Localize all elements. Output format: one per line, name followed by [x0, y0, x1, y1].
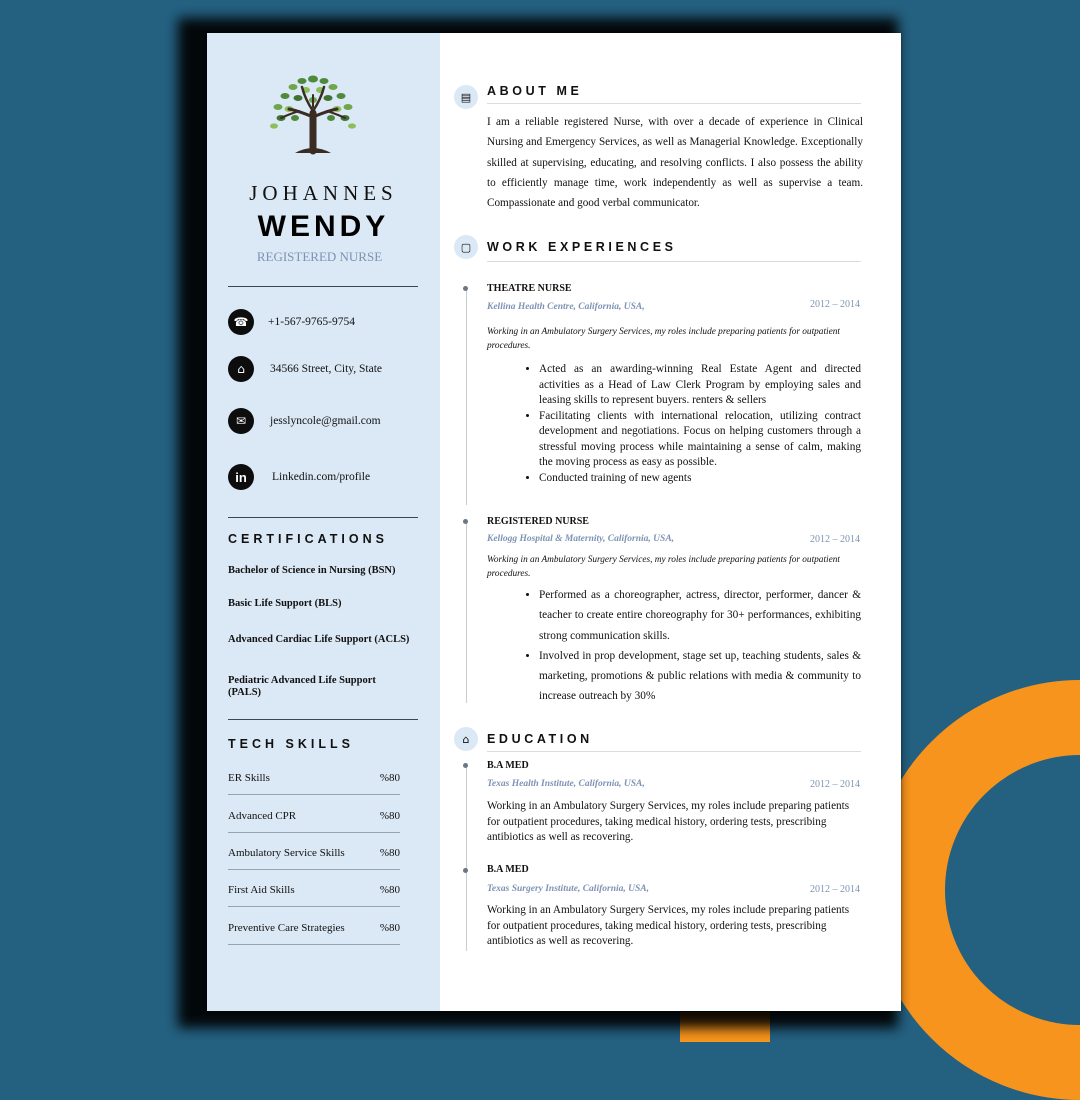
- address-text: 34566 Street, City, State: [270, 363, 383, 375]
- skill-name: First Aid Skills: [228, 884, 295, 896]
- job-bullets: [487, 362, 861, 486]
- skill-level: %80: [379, 772, 400, 784]
- skill-level: %80: [379, 884, 400, 896]
- job-organization: Kellogg Hospital & Maternity, California, USA,: [487, 534, 675, 544]
- job-bullets: [487, 585, 861, 707]
- bullet-item: • Acted as an awarding-winning Real Estate Agent and directed activities as a Head of Law Clerk Program by employing sales and leasing skills to represent buyers. renters & sellers: [539, 362, 861, 409]
- bullet-item: • Conducted training of new agents: [539, 471, 861, 487]
- education-school: Texas Surgery Institute, California, USA,: [487, 884, 649, 894]
- skill-row: [228, 884, 400, 907]
- divider: [487, 261, 861, 262]
- phone-text: +1-567-9765-9754: [268, 316, 355, 328]
- bullet-item: • Performed as a choreographer, actress, director, performer, dancer & teacher to create entire choreography for 30+ performances, exhibiting strong communication skills.: [539, 585, 861, 646]
- contact-linkedin[interactable]: [228, 464, 370, 490]
- job-description: Working in an Ambulatory Surgery Services, my roles include preparing patients for outpatient procedures.: [487, 327, 840, 351]
- job-period: 2012 – 2014: [810, 534, 860, 545]
- timeline-dot: [463, 763, 468, 768]
- address-icon: ⌂: [228, 356, 254, 382]
- email-icon: ✉: [228, 408, 254, 434]
- timeline-dot: [463, 868, 468, 873]
- skill-level: %80: [379, 847, 400, 859]
- bullet-item: • Facilitating clients with international relocation, utilizing contract development and negotiations. Focus on helping customers through a stressful moving process while maintaining a sense of calm, making the moving process as easy as possible.: [539, 409, 861, 471]
- resume-page: [207, 33, 901, 1011]
- certifications-title: CERTIFICATIONS: [228, 532, 388, 546]
- job-description: Working in an Ambulatory Surgery Services, my roles include preparing patients for outpatient procedures.: [487, 555, 840, 579]
- linkedin-icon: in: [228, 464, 254, 490]
- certification-item: Pediatric Advanced Life Support (PALS): [228, 675, 376, 698]
- decorative-orange-arc: [870, 680, 1080, 1100]
- skill-row: [228, 810, 400, 833]
- certification-item: Bachelor of Science in Nursing (BSN): [228, 565, 396, 576]
- skill-name: Preventive Care Strategies: [228, 922, 345, 934]
- education-degree: B.A MED: [487, 760, 529, 771]
- skill-level: %80: [379, 810, 400, 822]
- job-title: REGISTERED NURSE: [256, 249, 383, 264]
- work-experiences-title: WORK EXPERIENCES: [487, 240, 677, 254]
- timeline-dot: [463, 519, 468, 524]
- timeline-line: [466, 287, 467, 505]
- linkedin-text: Linkedin.com/profile: [272, 471, 371, 483]
- divider: [228, 286, 418, 287]
- skill-name: Ambulatory Service Skills: [228, 847, 345, 859]
- tech-skills-title: TECH SKILLS: [228, 737, 354, 751]
- skill-row: [228, 922, 400, 945]
- education-description: Working in an Ambulatory Surgery Services, my roles include preparing patients for outpatient procedures, taking medical history, ordering tests, prescribing antibiotics as well as recovering.: [487, 800, 850, 843]
- phone-icon: ☎: [228, 309, 254, 335]
- timeline-line: [466, 763, 467, 951]
- tree-logo-icon: [269, 71, 357, 155]
- contact-phone[interactable]: [228, 309, 355, 335]
- contact-email[interactable]: [228, 408, 381, 434]
- graduation-cap-icon: ⌂: [454, 727, 478, 751]
- divider: [228, 719, 418, 720]
- skill-row: [228, 772, 400, 795]
- job-role: THEATRE NURSE: [487, 283, 572, 294]
- timeline-dot: [463, 286, 468, 291]
- education-title: EDUCATION: [487, 732, 593, 746]
- first-name: JOHANNES: [249, 181, 398, 205]
- certification-item: Advanced Cardiac Life Support (ACLS): [228, 634, 410, 645]
- bullet-item: • Involved in prop development, stage set up, teaching students, sales & marketing, promotions & public relations with media & community to increase outreach by 30%: [539, 646, 861, 707]
- skill-row: [228, 847, 400, 870]
- main-content: [454, 33, 901, 1011]
- last-name: WENDY: [257, 210, 390, 243]
- about-title: ABOUT ME: [487, 84, 583, 98]
- document-icon: ▤: [454, 85, 478, 109]
- job-period: 2012 – 2014: [810, 299, 860, 310]
- education-period: 2012 – 2014: [810, 779, 860, 790]
- job-role: REGISTERED NURSE: [487, 516, 589, 527]
- divider: [487, 103, 861, 104]
- divider: [487, 751, 861, 752]
- skill-name: ER Skills: [228, 772, 270, 784]
- job-organization: Kellina Health Centre, California, USA,: [487, 302, 645, 312]
- contact-address: [228, 356, 382, 382]
- education-school: Texas Health Institute, California, USA,: [487, 779, 645, 789]
- sidebar: [207, 33, 440, 1011]
- skill-name: Advanced CPR: [228, 810, 297, 822]
- divider: [228, 517, 418, 518]
- skill-level: %80: [379, 922, 400, 934]
- education-period: 2012 – 2014: [810, 884, 860, 895]
- education-degree: B.A MED: [487, 864, 529, 875]
- timeline-line: [466, 521, 467, 703]
- briefcase-icon: ▢: [454, 235, 478, 259]
- certification-item: Basic Life Support (BLS): [228, 598, 342, 609]
- email-text: jesslyncole@gmail.com: [270, 415, 381, 427]
- about-text: I am a reliable registered Nurse, with over a decade of experience in Clinical Nursing and Emergency Services, as well as Managerial Knowledge. Exceptionally skilled at supervising, educating, and resolving conflicts. I also possess the ability to efficiently manage time, work independently as well as supervise a team. Compassionate and good verbal communicator.: [487, 116, 863, 210]
- education-description: Working in an Ambulatory Surgery Services, my roles include preparing patients for outpatient procedures, taking medical history, ordering tests, prescribing antibiotics as well as recovering.: [487, 904, 850, 947]
